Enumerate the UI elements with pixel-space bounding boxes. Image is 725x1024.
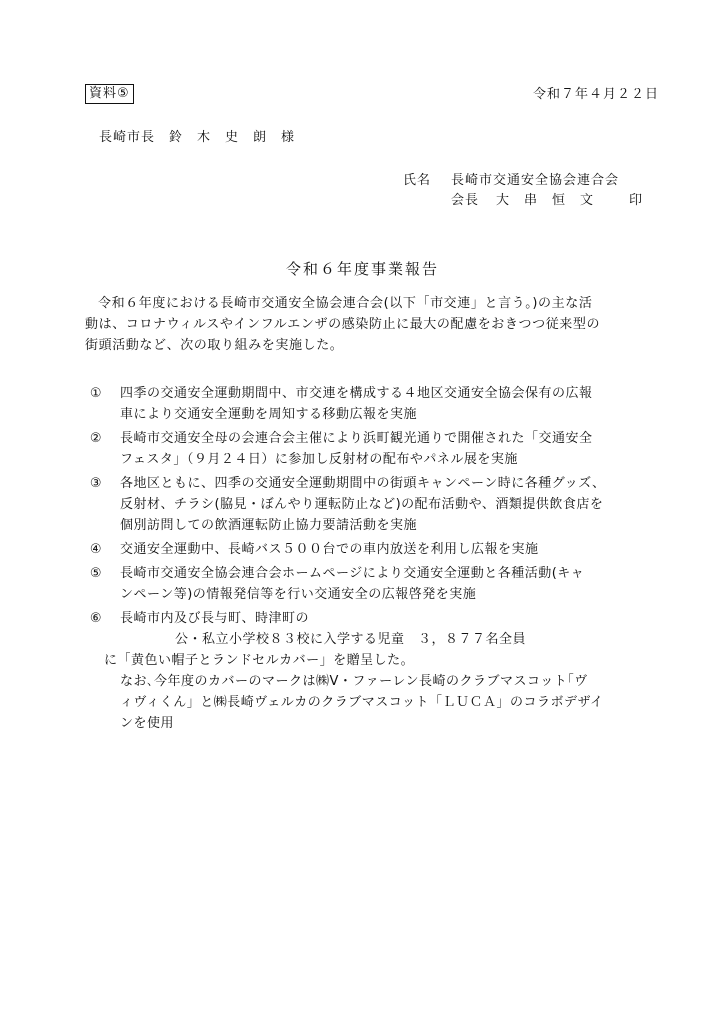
item-line: フェスタ」（９月２４日）に参加し反射材の配布やパネル展を実施 (120, 452, 518, 467)
list-item (85, 539, 665, 560)
item-line: ィヴィくん」と㈱長崎ヴェルカのクラブマスコット「ＬＵＣＡ」のコラボデザイ (120, 695, 604, 710)
list-item (85, 473, 665, 536)
list-item (85, 608, 665, 734)
intro-line: 令和６年度における長崎市交通安全協会連合会(以下「市交連」と言う。)の主な活 (98, 296, 593, 311)
item-line: 長崎市交通安全母の会連合会主催により浜町観光通りで開催された「交通安全 (120, 431, 593, 446)
sender-seal: 印 (629, 193, 644, 208)
item-line: ンを使用 (120, 716, 175, 731)
item-line: 各地区ともに、四季の交通安全運動期間中の街頭キャンペーン時に各種グッズ、 (120, 476, 606, 491)
material-tag: 資料⑤ (85, 84, 134, 104)
item-line: なお､今年度のカバーのマークは㈱V・ファーレン長崎のクラブマスコット｢ヴ (120, 674, 588, 689)
item-line: 交通安全運動中、長崎バス５００台での車内放送を利用し広報を実施 (120, 542, 539, 557)
sender-organization: 長崎市交通安全協会連合会 (451, 173, 620, 188)
document-date: 令和７年４月２２日 (532, 87, 659, 102)
item-number: ⑥ (89, 611, 103, 626)
item-line: 車により交通安全運動を周知する移動広報を実施 (120, 407, 418, 422)
item-line: 公・私立小学校８３校に入学する児童 ３，８７７名全員 (175, 632, 527, 647)
sender-label: 氏名 (403, 173, 432, 188)
item-line: 個別訪問しての飲酒運転防止協力要請活動を実施 (120, 518, 418, 533)
list-item (85, 428, 665, 470)
item-line: ンペーン等)の情報発信等を行い交通安全の広報啓発を実施 (120, 587, 477, 602)
item-number: ⑤ (89, 566, 103, 581)
item-number: ③ (89, 476, 103, 491)
document-title: 令和６年度事業報告 (285, 260, 439, 278)
list-item (85, 563, 665, 605)
addressee: 長崎市長 鈴 木 史 朗 様 (99, 130, 296, 145)
item-line: 長崎市交通安全協会連合会ホームページにより交通安全運動と各種活動(キャ (120, 566, 585, 581)
activity-list (85, 383, 665, 737)
intro-line: 街頭活動など、次の取り組みを実施した。 (85, 338, 344, 353)
sender-name: 大 串 恒 文 (496, 193, 595, 208)
item-number: ② (89, 431, 103, 446)
intro-line: 動は、コロナウィルスやインフルエンザの感染防止に最大の配慮をおきつつ従来型の (85, 317, 601, 332)
item-number: ④ (89, 542, 103, 557)
intro-paragraph (85, 293, 665, 356)
list-item (85, 383, 665, 425)
item-line: に「黄色い帽子とランドセルカバー」を贈呈した。 (104, 653, 415, 668)
item-line: 四季の交通安全運動期間中、市交連を構成する４地区交通安全協会保有の広報 (120, 386, 593, 401)
item-line: 反射材、チラシ(脇見・ぼんやり運転防止など)の配布活動や、酒類提供飲食店を (120, 497, 604, 512)
item-number: ① (89, 386, 103, 401)
item-line: 長崎市内及び長与町、時津町の (120, 611, 310, 626)
sender-title: 会長 (451, 193, 480, 208)
